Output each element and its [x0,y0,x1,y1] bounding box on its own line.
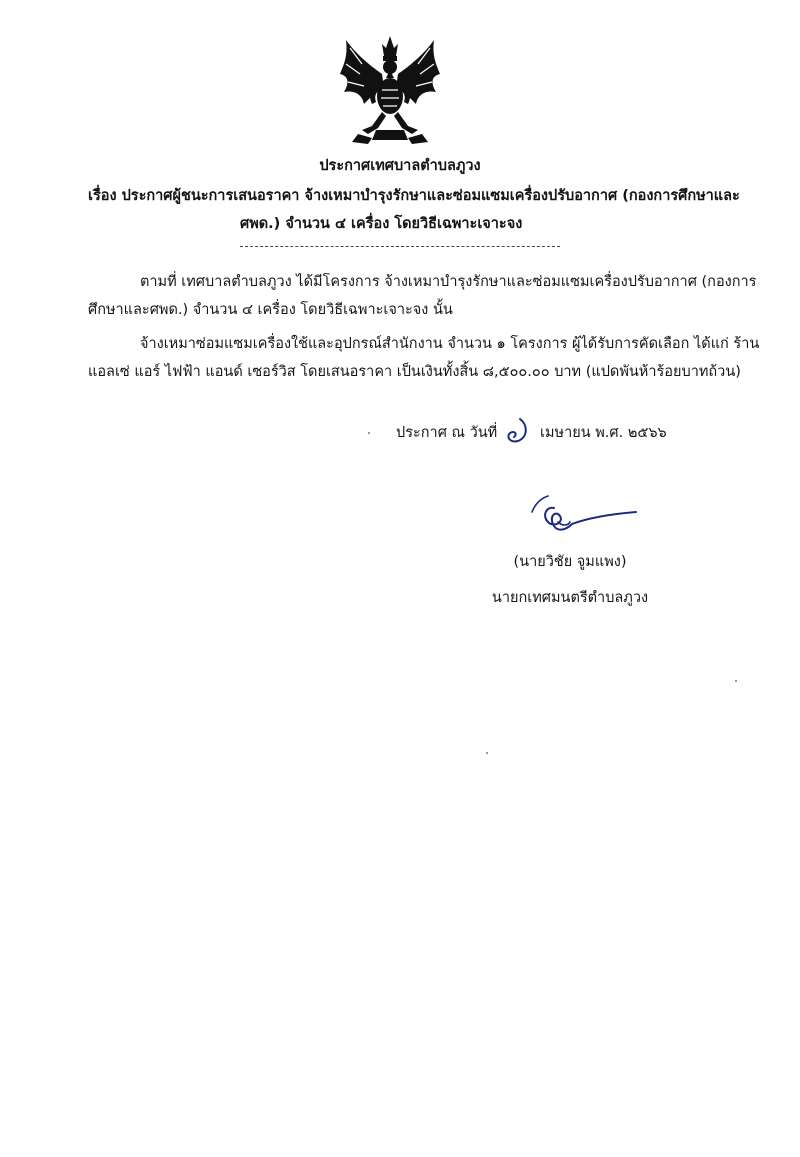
divider [240,246,560,247]
paragraph-1-line-2: ศึกษาและศพด.) จำนวน ๔ เครื่อง โดยวิธีเฉพาะเจาะจง นั้น [88,302,453,318]
date-prefix: ประกาศ ณ วันที่ [396,425,498,441]
subject-line-2: ศพด.) จำนวน ๔ เครื่อง โดยวิธีเฉพาะเจาะจง [240,216,523,232]
garuda-emblem-icon [338,34,442,146]
signer-position: นายกเทศมนตรีตำบลภูวง [491,590,649,606]
signer-name: (นายวิชัย จูมแพง) [513,554,627,570]
scan-speck [486,752,488,754]
handwritten-signature-icon [528,492,640,540]
paragraph-2-line-2: แอลเซ่ แอร์ ไฟฟ้า แอนด์ เซอร์วิส โดยเสนอราคา เป็นเงินทั้งสิ้น ๘,๕๐๐.๐๐ บาท (แปดพันห้าร้อยบาทถ้วน) [88,364,741,380]
paragraph-2-line-1: จ้างเหมาซ่อมแซมเครื่องใช้และอุปกรณ์สำนักงาน จำนวน ๑ โครงการ ผู้ได้รับการคัดเลือก ได้แก่ ร้าน [140,336,760,352]
subject-line-1: เรื่อง ประกาศผู้ชนะการเสนอราคา จ้างเหมาบำรุงรักษาและซ่อมแซมเครื่องปรับอากาศ (กองการศึกษาและ [88,188,740,204]
announcement-title: ประกาศเทศบาลตำบลภูวง [319,158,481,174]
handwritten-day [502,417,532,445]
scan-speck [735,680,737,682]
scan-speck [368,432,370,434]
date-month-year: เมษายน พ.ศ. ๒๕๖๖ [540,425,667,441]
paragraph-1-line-1: ตามที่ เทศบาลตำบลภูวง ได้มีโครงการ จ้างเหมาบำรุงรักษาและซ่อมแซมเครื่องปรับอากาศ (กองการ [140,274,757,290]
